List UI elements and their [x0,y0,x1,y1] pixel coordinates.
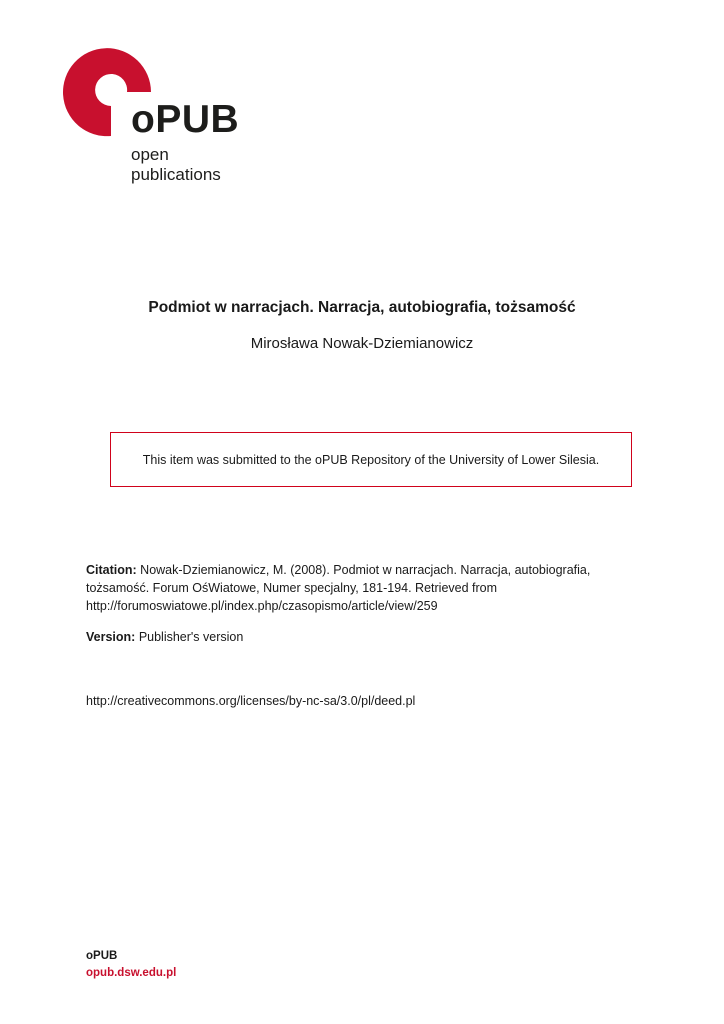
citation-label: Citation: [86,563,137,577]
repository-notice-text: This item was submitted to the oPUB Repository of the University of Lower Silesia. [142,452,600,467]
version-text: Publisher's version [138,630,244,644]
footer [86,948,176,982]
footer-url-link[interactable]: opub.dsw.edu.pl [86,967,177,979]
logo-brand: oPUB [131,98,240,141]
logo-subtitle [131,145,221,185]
logo-subtitle-line1: open [131,145,169,164]
version-label: Version: [86,630,136,644]
footer-name: oPUB [86,950,118,962]
document-author: Mirosława Nowak-Dziemianowicz [250,335,474,352]
version [86,630,243,644]
repository-notice-box [110,432,632,487]
license-link[interactable]: http://creativecommons.org/licenses/by-nc-sa/3.0/pl/deed.pl [86,694,416,708]
document-title: Podmiot w narracjach. Narracja, autobiografia, tożsamość [148,299,576,316]
citation-text: Nowak-Dziemianowicz, M. (2008). Podmiot w narracjach. Narracja, autobiografia, tożsamość. Forum OśWiatowe, Numer specjalny, 181-194. Retrieved from http://forumoswiatowe.pl/index.php/czasopismo/article/view/259 [86,563,591,613]
opub-logo [58,42,258,192]
citation [86,561,646,615]
logo-subtitle-line2: publications [131,165,221,184]
